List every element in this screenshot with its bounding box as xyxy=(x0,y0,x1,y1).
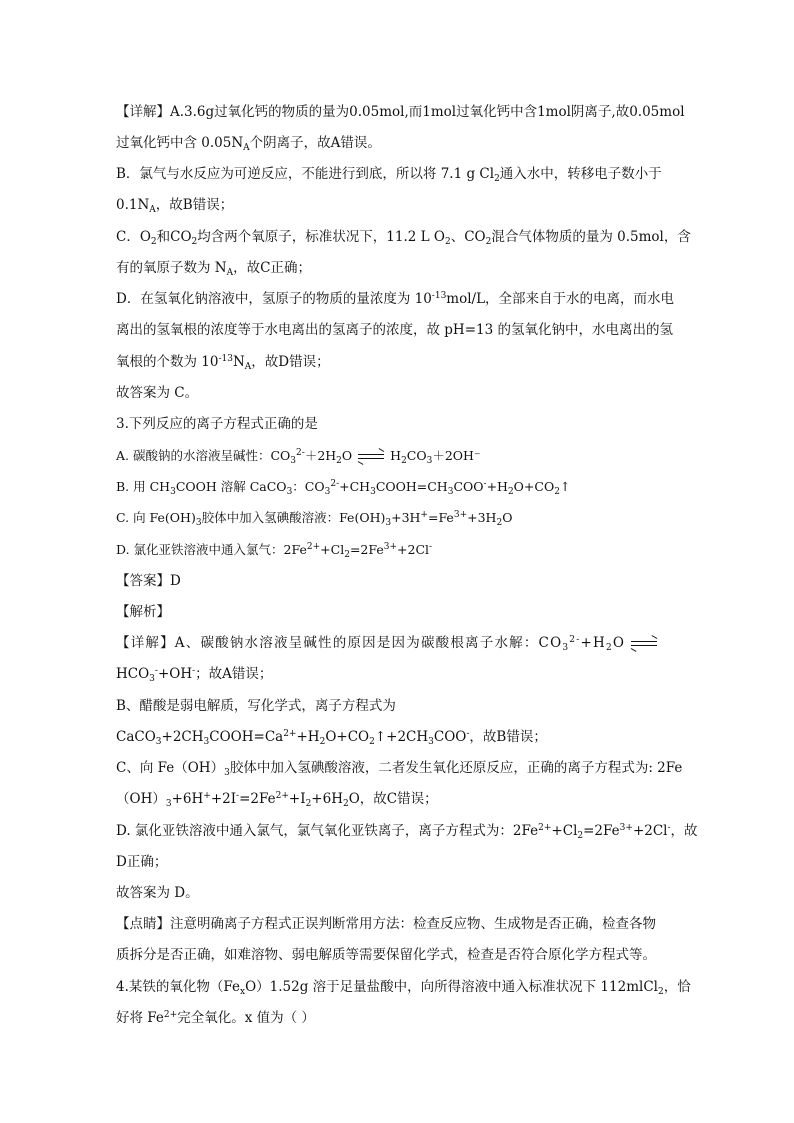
text-line: 故答案为 C。 xyxy=(116,385,199,401)
equilibrium-arrow-icon xyxy=(631,640,657,648)
option-a: A. 碳酸钠的水溶液呈碱性：$CO_3^{2-}+2H_2O$ $H_2CO_3+2OH^-$ xyxy=(116,448,481,466)
text-line: C．$O_2$和$CO_2$均含两个氧原子，标准状况下，11.2 L $O_2$、$CO_2$混合气体物质的量为 0.5mol，含 xyxy=(116,229,691,247)
analysis-heading: 【解析】 xyxy=(116,604,170,620)
text-line: 故答案为 D。 xyxy=(116,885,199,901)
option-c: C. 向 $Fe(OH)_3$胶体中加入氢碘酸溶液：$Fe(OH)_3+3H^+=Fe^{3+}+3H_2O$ xyxy=(116,510,513,528)
answer-line: 【答案】D xyxy=(116,573,181,589)
text-line: D．在氢氧化钠溶液中，氢原子的物质的量浓度为 $10^{-13}mol/L$，全部来自于水的电离，而水电 xyxy=(116,291,675,307)
text-line: B．氯气与水反应为可逆反应，不能进行到底，所以将 7.1 g $Cl_2$通入水中，转移电子数小于 xyxy=(116,166,662,184)
text-line: B、醋酸是弱电解质，写化学式，离子方程式为 xyxy=(116,698,396,714)
text-line: $(OH)_3+6H^++2I^-=2Fe^{2+}+I_2+6H_2O$，故C错误； xyxy=(116,791,438,809)
text-line: 质拆分是否正确，如难溶物、弱电解质等需要保留化学式，检查是否符合原化学方程式等。 xyxy=(116,947,656,963)
text-line: 好将 $Fe^{2+}$完全氧化。x 值为（ ） xyxy=(116,1010,315,1026)
text-line: 【详解】A.3.6g过氧化钙的物质的量为0.05mol,而1mol过氧化钙中含1mol阴离子,故0.05mol xyxy=(116,104,685,120)
text-line: $CaCO_3+2CH_3COOH=Ca^{2+}+H_2O+CO_2↑+2CH_3COO^-$，故B错误； xyxy=(116,729,547,747)
text-line: D正确； xyxy=(116,854,168,870)
text-line: 有的氧原子数为 $N_A$，故C正确； xyxy=(116,260,311,278)
text-line: 【详解】A、碳酸钠水溶液呈碱性的原因是因为碳酸根离子水解：$CO_3^{2-}+H_2O$ xyxy=(116,633,663,653)
text-line: 氧根的个数为 $10^{-13}N_A$，故D错误； xyxy=(116,354,330,372)
question-title: 3.下列反应的离子方程式正确的是 xyxy=(116,416,318,432)
option-d: D. 氯化亚铁溶液中通入氯气：$2Fe^{2+}+Cl_2=2Fe^{3+}+2Cl^-$ xyxy=(116,542,433,560)
option-b: B. 用 $CH_3COOH$ 溶解 CaCO$_3$：$CO_3^{2-}+CH_3COOH=CH_3COO^-+H_2O+CO_2↑$ xyxy=(116,479,571,497)
text-line: C、向 $Fe(OH)_3$胶体中加入氢碘酸溶液，二者发生氧化还原反应，正确的离子方程式为: 2Fe xyxy=(116,760,683,778)
text-line: D. 氯化亚铁溶液中通入氯气，氯气氧化亚铁离子，离子方程式为：$2Fe^{2+}+Cl_2=2Fe^{3+}+2Cl^-$，故 xyxy=(116,823,698,841)
question-title: 4.某铁的氧化物$(Fe_xO)1.52g$ 溶于足量盐酸中，向所得溶液中通入标准状况下 112mlCl$_2$，恰 xyxy=(116,979,691,997)
text-line: $HCO_3^-+OH^-$；故A错误； xyxy=(116,666,273,684)
text-line: 【点睛】注意明确离子方程式正误判断常用方法：检查反应物、生成物是否正确，检查各物 xyxy=(116,916,656,932)
text-line: 过氧化钙中含 $0.05N_A$个阴离子，故A错误。 xyxy=(116,135,381,153)
equilibrium-arrow-icon xyxy=(358,453,384,461)
text-line: 离出的氢氧根的浓度等于水电离出的氢离子的浓度，故 pH=13 的氢氧化钠中，水电离出的氢 xyxy=(116,322,673,338)
text-line: $0.1N_A$，故B错误； xyxy=(116,197,234,215)
